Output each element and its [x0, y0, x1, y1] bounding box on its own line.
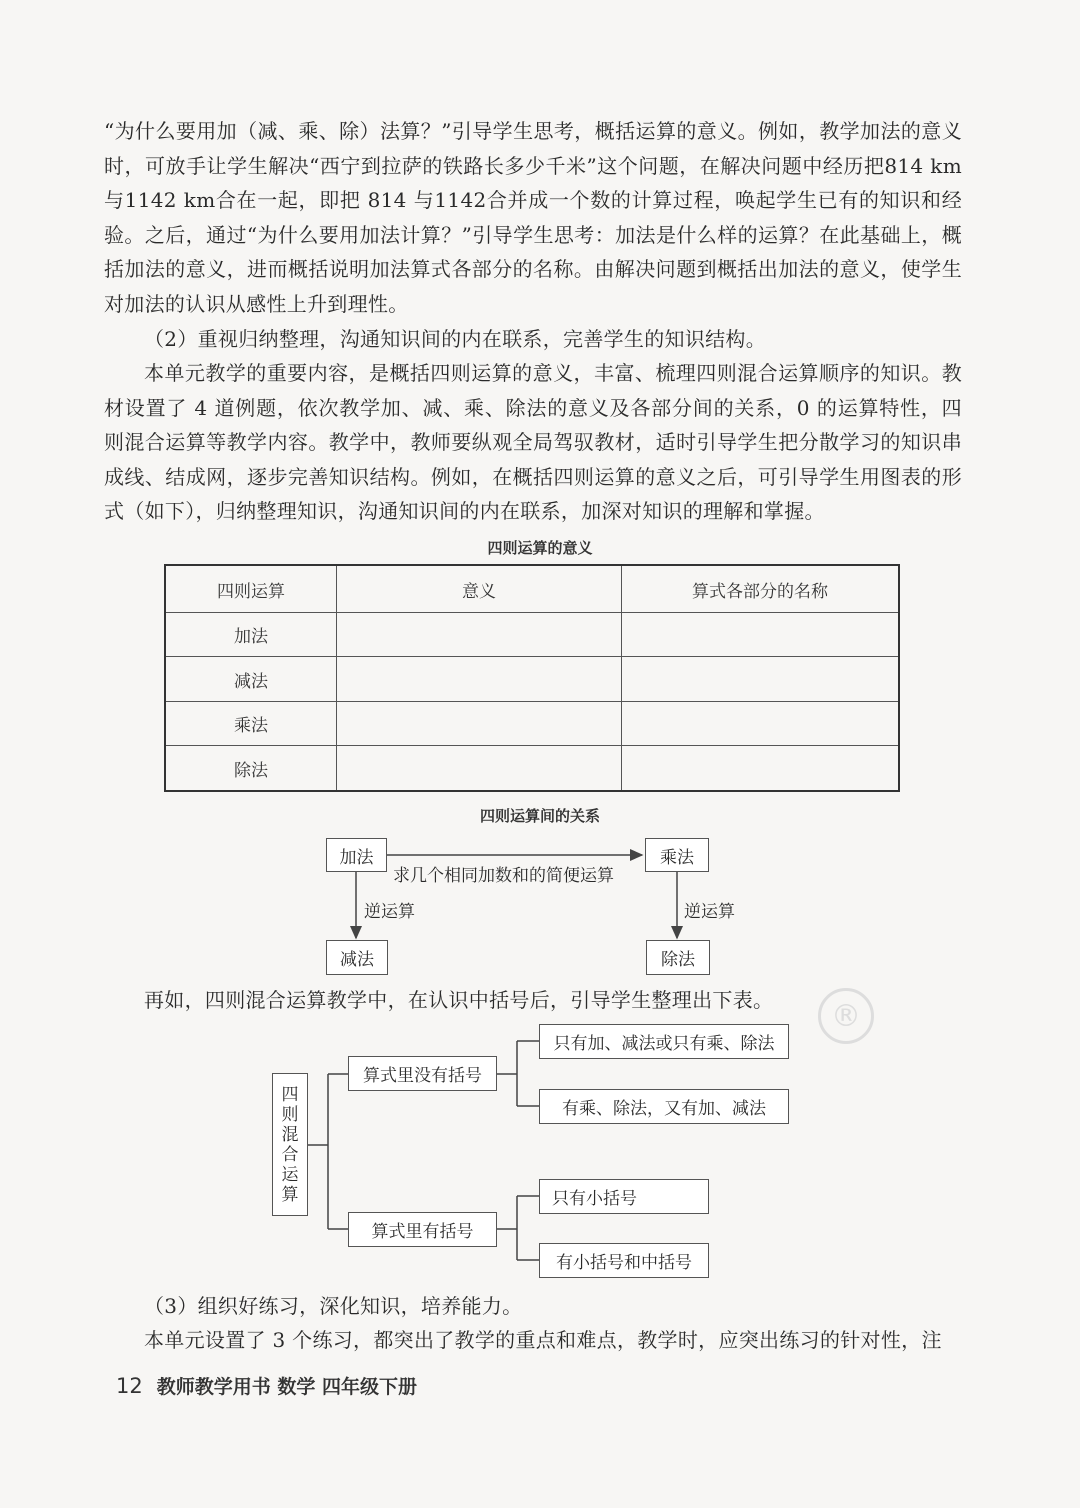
paragraph-1: “为什么要用加（减、乘、除）法算？”引导学生思考，概括运算的意义。例如，教学加法的意义时，可放手让学生解决“西宁到拉萨的铁路长多少千米”这个问题，在解决问题中经历把814 km与1142 km合在一起，即把 814 与1142合并成一个数的计算过程，唤起学生已有的知识和经验。之后，通过“为什么要用加法计算？”引导学生思考：加法是什么样的运算？在此基础上，概括加法的意义，进而概括说明加法算式各部分的名称。由解决问题到概括出加法的意义，使学生对加法的认识从感性上升到理性。 [104, 119, 962, 316]
table-header-cell: 四则运算 [165, 565, 337, 613]
inverse-label-right: 逆运算 [684, 902, 735, 922]
paragraph-3: 本单元教学的重要内容，是概括四则运算的意义，丰富、梳理四则混合运算顺序的知识。教材设置了 4 道例题，依次教学加、减、乘、除法的意义及各部分间的关系，0 的运算特性，四则混合运算等教学内容。教学中，教师要纵观全局驾驭教材，适时引导学生把分散学习的知识串成线、结成网，逐步完善知识结构。例如，在概括四则运算的意义之后，可引导学生用图表的形式（如下），归纳整理知识，沟通知识间的内在联系，加深对知识的理解和掌握。 [104, 361, 962, 523]
root-char: 运 [281, 1164, 299, 1185]
root-char: 算 [281, 1184, 299, 1205]
root-char: 合 [281, 1144, 299, 1165]
box-division: 除法 [646, 940, 710, 975]
box-no-brackets: 算式里没有括号 [348, 1056, 497, 1091]
paragraph-5: （3）组织好练习，深化知识，培养能力。 [144, 1294, 523, 1318]
table-cell: 加法 [165, 613, 337, 657]
paragraph-2: （2）重视归纳整理，沟通知识间的内在联系，完善学生的知识结构。 [144, 327, 767, 351]
box-multiplication: 乘法 [645, 838, 709, 872]
paragraph-6: 本单元设置了 3 个练习，都突出了教学的重点和难点，教学时，应突出练习的针对性，注 [144, 1328, 942, 1352]
box-parentheses-only: 只有小括号 [539, 1179, 709, 1214]
table-header-cell: 意义 [337, 565, 622, 613]
box-addition: 加法 [326, 838, 387, 872]
table-caption: 四则运算的意义 [487, 539, 593, 557]
box-parentheses-and-brackets: 有小括号和中括号 [539, 1243, 709, 1278]
paragraph-4: 再如，四则混合运算教学中，在认识中括号后，引导学生整理出下表。 [144, 988, 774, 1012]
root-char: 四 [281, 1084, 299, 1105]
inverse-label-left: 逆运算 [364, 902, 415, 922]
diagram-caption: 四则运算间的关系 [479, 807, 600, 825]
box-single-level-ops: 只有加、减法或只有乘、除法 [539, 1024, 789, 1059]
relation-label: 求几个相同加数和的简便运算 [393, 866, 614, 886]
box-mixed-operations [272, 1073, 308, 1216]
table-cell: 除法 [165, 746, 337, 791]
page-footer [116, 1372, 417, 1399]
book-title: 教师教学用书 数学 四年级下册 [156, 1376, 417, 1398]
table-cell: 乘法 [165, 701, 337, 745]
root-char: 混 [281, 1124, 299, 1145]
page-number: 12 [116, 1374, 143, 1398]
table-header-cell: 算式各部分的名称 [622, 565, 900, 613]
box-has-brackets: 算式里有括号 [348, 1212, 497, 1247]
root-char: 则 [281, 1104, 299, 1125]
box-subtraction: 减法 [326, 940, 388, 975]
table-cell: 减法 [165, 657, 337, 701]
registered-watermark: ® [818, 988, 874, 1044]
box-mixed-level-ops: 有乘、除法，又有加、减法 [539, 1089, 789, 1124]
